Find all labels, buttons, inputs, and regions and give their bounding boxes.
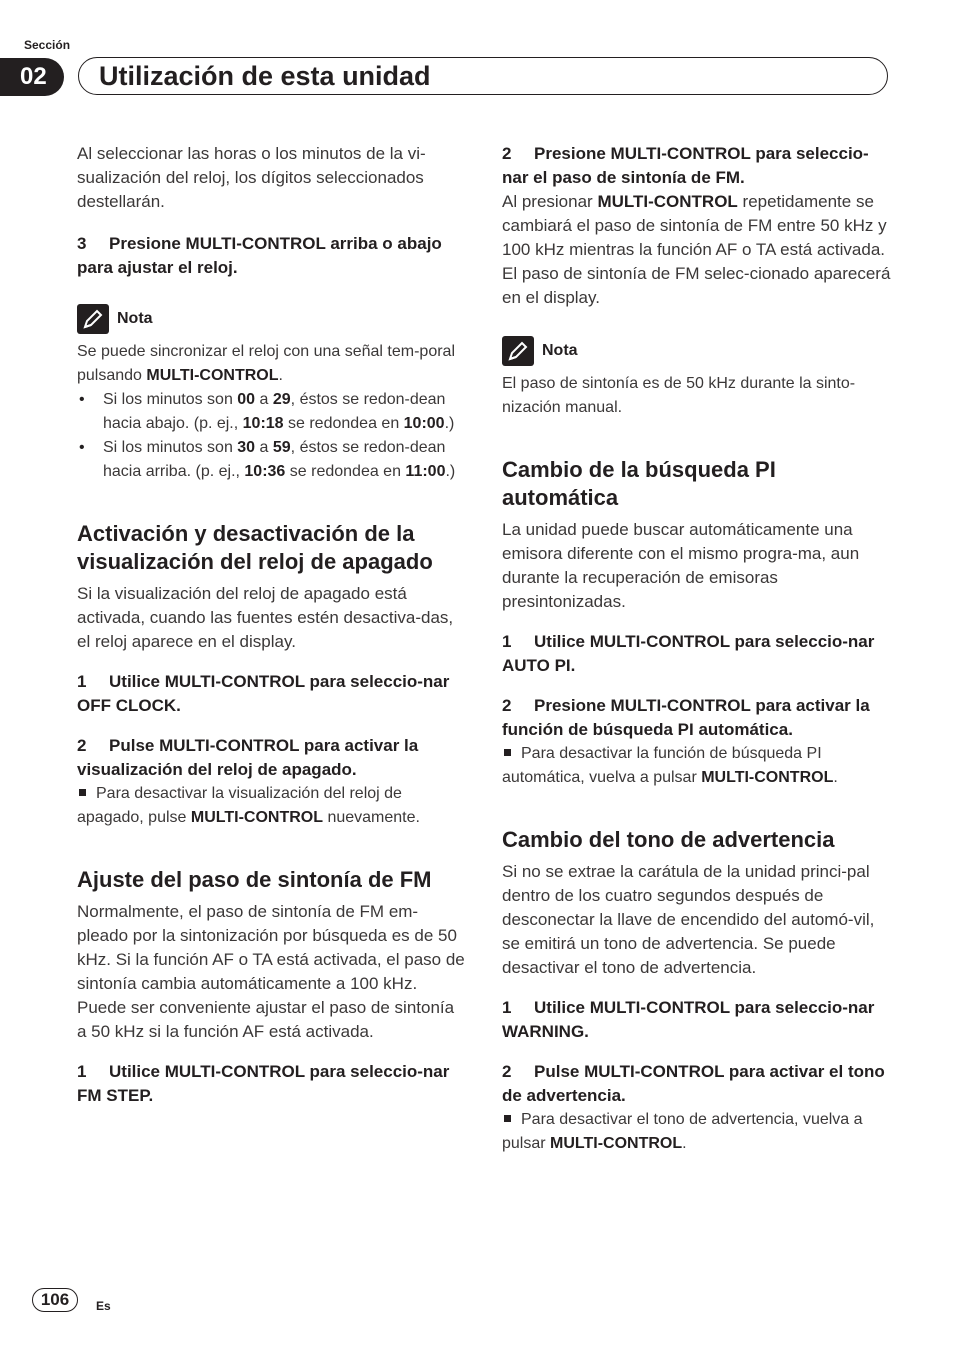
- step-number: 1: [502, 998, 512, 1017]
- step-text: Pulse MULTI-CONTROL para activar el tono de advertencia.: [502, 1062, 885, 1105]
- fm-step-1: [77, 1060, 467, 1108]
- step-number: 1: [502, 632, 512, 651]
- heading-auto-pi: Cambio de la búsqueda PI automática: [502, 457, 776, 510]
- fm-step-paragraph: Normalmente, el paso de sintonía de FM em-pleado por la sintonización por búsqueda es de 50 kHz. Si la función AF o TA está activada, el paso de sintonía cambia automáticamente a 100 kHz. Puede ser conveniente ajustar el paso de sintonía a 50 kHz si la función AF está activada.: [77, 902, 465, 1041]
- step-text: Presione MULTI-CONTROL para seleccio-nar el paso de sintonía de FM.: [502, 144, 869, 187]
- step-number: 1: [77, 672, 87, 691]
- step-text: Pulse MULTI-CONTROL para activar la visualización del reloj de apagado.: [77, 736, 419, 779]
- auto-pi-paragraph: La unidad puede buscar automáticamente una emisora diferente con el mismo progra-ma, aun durante la recuperación de emisoras presintonizadas.: [502, 520, 860, 611]
- off-clock-tip: Para desactivar la visualización del reloj de apagado, pulse MULTI-CONTROL nuevamente.: [77, 785, 420, 826]
- step-number: 2: [77, 736, 87, 755]
- note-label: Nota: [542, 342, 578, 359]
- square-bullet-icon: [504, 1115, 511, 1122]
- warning-step-1: [502, 996, 892, 1044]
- note-text-right: El paso de sintonía es de 50 kHz durante la sinto-nización manual.: [502, 375, 856, 416]
- section-title: Utilización de esta unidad: [99, 61, 431, 91]
- note-bullet-1: • Si los minutos son 00 a 29, éstos se redon-dean hacia abajo. (p. ej., 10:18 se redondea en 10:00.): [77, 388, 467, 436]
- step-number: 1: [77, 1062, 87, 1081]
- square-bullet-icon: [79, 789, 86, 796]
- auto-pi-step-1: [502, 630, 892, 678]
- note-pencil-icon: [502, 336, 534, 366]
- auto-pi-step-2: [502, 694, 892, 742]
- section-title-box: [78, 57, 888, 95]
- off-clock-paragraph: Si la visualización del reloj de apagado está activada, cuando las fuentes estén desactiva-das, el reloj aparece en el display.: [77, 584, 454, 651]
- note-pencil-icon: [77, 304, 109, 334]
- step-text: Utilice MULTI-CONTROL para seleccio-nar FM STEP.: [77, 1062, 450, 1105]
- fm-step-2-paragraph: Al presionar MULTI-CONTROL repetidamente se cambiará el paso de sintonía de FM entre 50 kHz y 100 kHz mientras la función AF o TA está activada. El paso de sintonía de FM selec-cionado aparecerá en el display.: [502, 192, 891, 307]
- section-label: Sección: [24, 38, 71, 52]
- auto-pi-tip: Para desactivar la función de búsqueda PI automática, vuelva a pulsar MULTI-CONTROL.: [502, 745, 838, 786]
- step-number: 2: [502, 1062, 512, 1081]
- note-bullet-2: • Si los minutos son 30 a 59, éstos se redon-dean hacia arriba. (p. ej., 10:36 se redondea en 11:00.): [77, 436, 467, 484]
- step-number: 3: [77, 234, 87, 253]
- note-bullets: [77, 388, 467, 484]
- heading-fm-step: Ajuste del paso de sintonía de FM: [77, 867, 432, 892]
- heading-warning-tone: Cambio del tono de advertencia: [502, 827, 835, 852]
- page-number: 106: [32, 1288, 78, 1312]
- fm-step-2: [502, 142, 892, 190]
- step-number: 2: [502, 144, 512, 163]
- right-column: [502, 140, 892, 1156]
- step-text: Presione MULTI-CONTROL arriba o abajo para ajustar el reloj.: [77, 234, 442, 277]
- language-label: Es: [96, 1299, 111, 1313]
- warning-step-2: [502, 1060, 892, 1108]
- warning-tip: Para desactivar el tono de advertencia, vuelva a pulsar MULTI-CONTROL.: [502, 1111, 863, 1152]
- note-label: Nota: [117, 310, 153, 327]
- heading-off-clock: Activación y desactivación de la visualización del reloj de apagado: [77, 521, 433, 574]
- square-bullet-icon: [504, 749, 511, 756]
- warning-tone-paragraph: Si no se extrae la carátula de la unidad princi-pal dentro de los cuatro segundos después de desconectar la llave de encendido del automó-vil, se emitirá un tono de advertencia. Se puede desactivar el tono de advertencia.: [502, 862, 875, 977]
- note-text-bold: MULTI-CONTROL: [146, 367, 279, 384]
- section-number-badge: 02: [0, 58, 64, 96]
- step-text: Utilice MULTI-CONTROL para seleccio-nar AUTO PI.: [502, 632, 875, 675]
- note-text: [77, 340, 467, 388]
- step-text: Utilice MULTI-CONTROL para seleccio-nar WARNING.: [502, 998, 875, 1041]
- step-number: 2: [502, 696, 512, 715]
- note-text-end: .: [278, 367, 283, 384]
- step-text: Presione MULTI-CONTROL para activar la función de búsqueda PI automática.: [502, 696, 870, 739]
- step-3: [77, 232, 467, 280]
- note-heading: [77, 304, 467, 334]
- left-column: [77, 140, 467, 1108]
- off-clock-step-2: [77, 734, 467, 782]
- step-text: Utilice MULTI-CONTROL para seleccio-nar OFF CLOCK.: [77, 672, 450, 715]
- note-heading-right: [502, 336, 892, 366]
- intro-paragraph: Al seleccionar las horas o los minutos de la vi-sualización del reloj, los dígitos seleccionados destellarán.: [77, 144, 426, 211]
- off-clock-step-1: [77, 670, 467, 718]
- note-text-part: Se puede sincronizar el reloj con una señal tem-poral pulsando: [77, 343, 455, 384]
